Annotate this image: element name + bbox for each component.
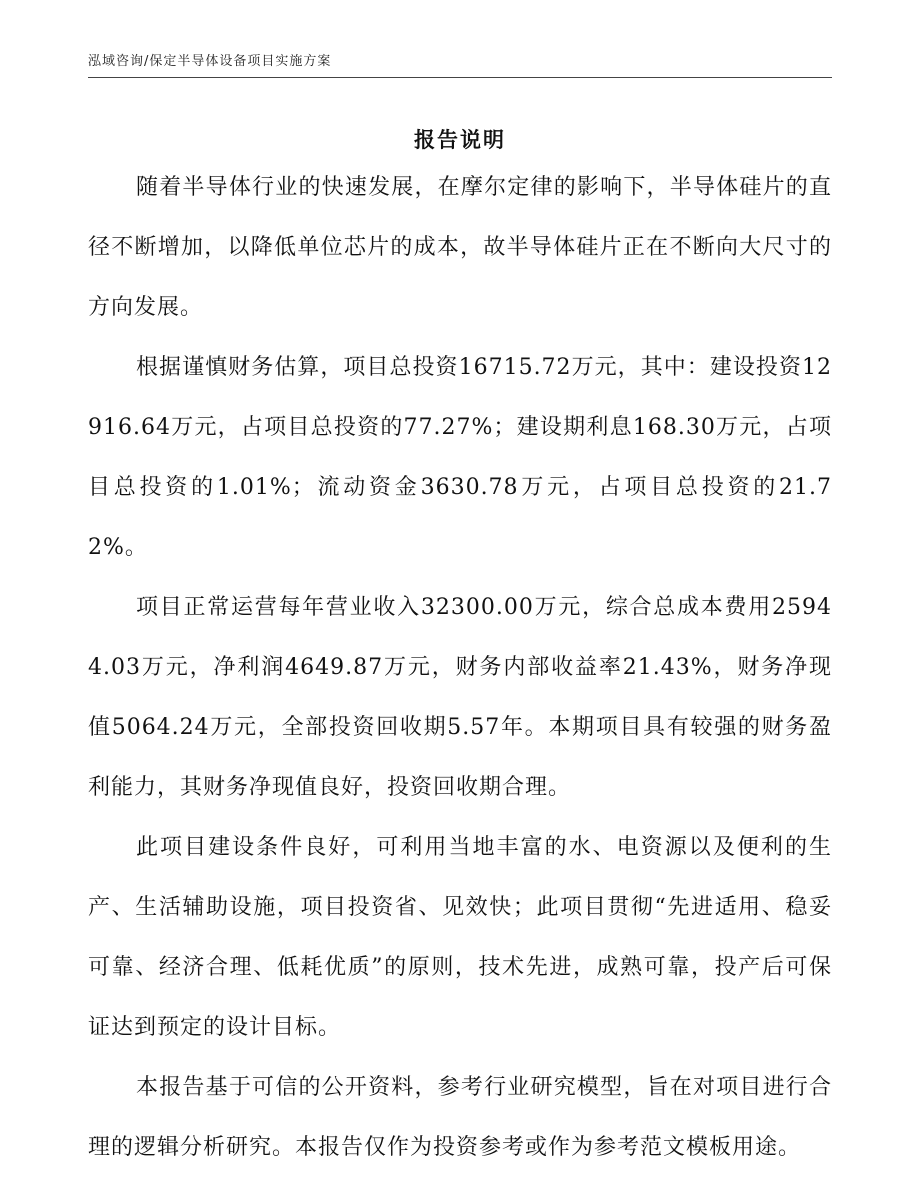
- paragraph-disclaimer: 本报告基于可信的公开资料，参考行业研究模型，旨在对项目进行合理的逻辑分析研究。本报告仅作为投资参考或作为参考范文模板用途。: [88, 1075, 832, 1160]
- paragraph-industry-trend: 随着半导体行业的快速发展，在摩尔定律的影响下，半导体硅片的直径不断增加，以降低单位芯片的成本，故半导体硅片正在不断向大尺寸的方向发展。: [88, 175, 832, 320]
- header-divider: [88, 77, 832, 78]
- paragraph-financials: 项目正常运营每年营业收入32300.00万元，综合总成本费用25944.03万元，净利润4649.87万元，财务内部收益率21.43%，财务净现值5064.24万元，全部投资回收期5.57年。本期项目具有较强的财务盈利能力，其财务净现值良好，投资回收期合理。: [88, 595, 832, 800]
- paragraph-conditions: 此项目建设条件良好，可利用当地丰富的水、电资源以及便利的生产、生活辅助设施，项目投资省、见效快；此项目贯彻“先进适用、稳妥可靠、经济合理、低耗优质”的原则，技术先进，成熟可靠，投产后可保证达到预定的设计目标。: [88, 835, 832, 1040]
- body-text: [88, 158, 832, 1178]
- page-title: 报告说明: [414, 128, 506, 152]
- paragraph-investment: 根据谨慎财务估算，项目总投资16715.72万元，其中：建设投资12916.64万元，占项目总投资的77.27%；建设期利息168.30万元，占项目总投资的1.01%；流动资金3630.78万元，占项目总投资的21.72%。: [88, 355, 832, 560]
- running-header: 泓域咨询/保定半导体设备项目实施方案: [88, 54, 332, 69]
